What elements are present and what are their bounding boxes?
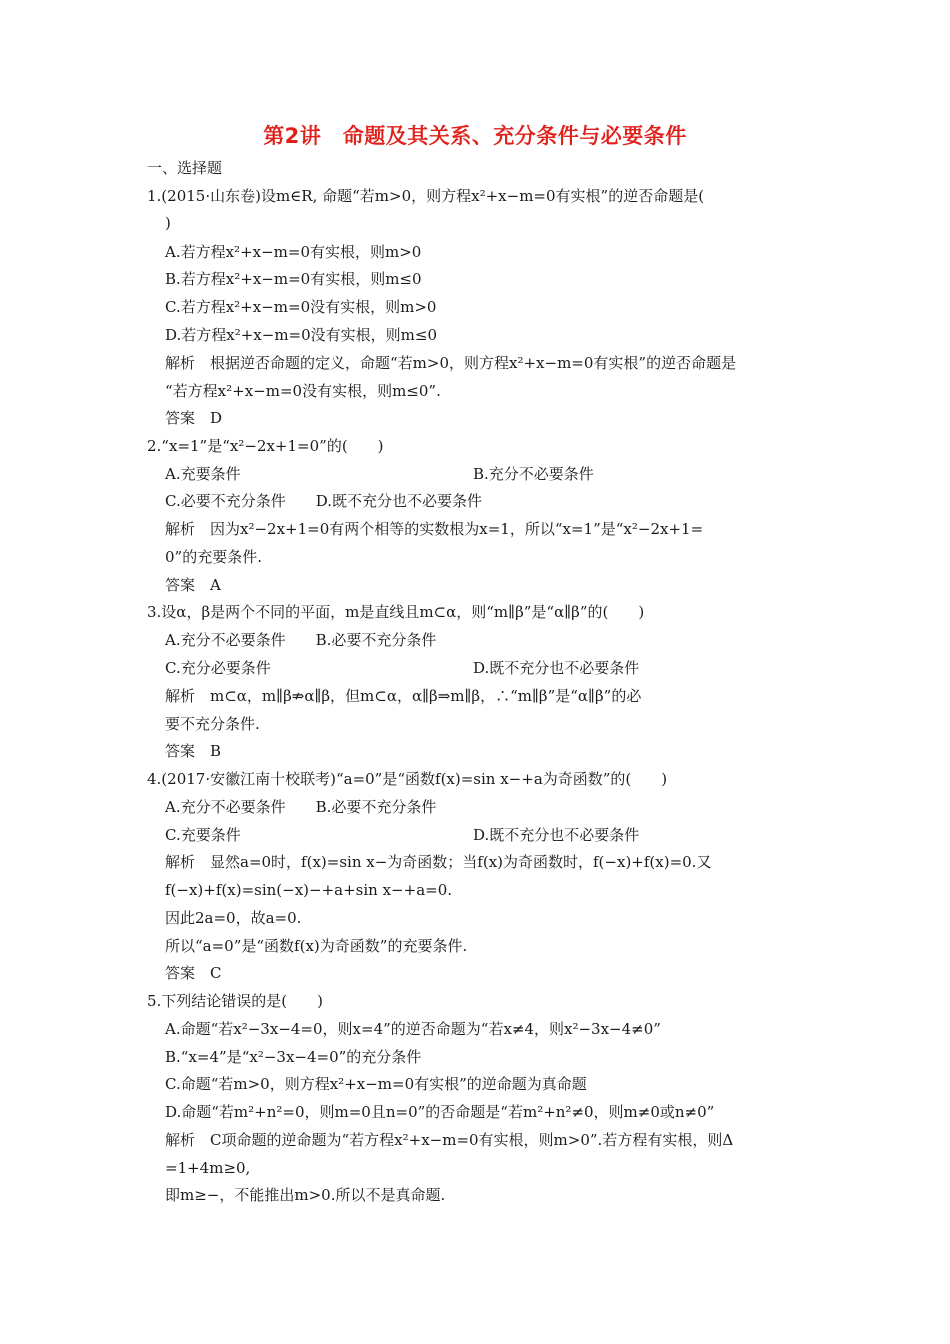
text-line: B.若方程x²+x−m=0有实根，则m≤0 xyxy=(165,270,422,288)
text-line: C.若方程x²+x−m=0没有实根，则m>0 xyxy=(165,298,437,316)
text-line: A.充分不必要条件 B.必要不充分条件 xyxy=(165,798,437,816)
text-line: 要不充分条件. xyxy=(165,715,260,733)
text-line: 答案 D xyxy=(165,409,223,427)
text-line: 答案 B xyxy=(165,742,222,760)
text-line: 解析 显然a=0时，f(x)=sin x−为奇函数；当f(x)为奇函数时，f(−x)+f(x)=0.又 xyxy=(165,853,712,871)
text-line: =1+4m≥0, xyxy=(165,1159,251,1177)
text-line: 因此2a=0，故a=0. xyxy=(165,909,302,927)
text-line: 2.“x=1”是“x²−2x+1=0”的( ) xyxy=(147,437,384,455)
text-line: 解析 m⊂α，m∥β⇏α∥β，但m⊂α，α∥β⇒m∥β，∴“m∥β”是“α∥β”的必 xyxy=(165,687,642,705)
text-line: B.“x=4”是“x²−3x−4=0”的充分条件 xyxy=(165,1048,422,1066)
text-line: 5.下列结论错误的是( ) xyxy=(147,992,324,1010)
text-line: C.充要条件 xyxy=(165,826,241,844)
page-title: 第2讲 命题及其关系、充分条件与必要条件 xyxy=(263,124,687,148)
section-heading: 一、选择题 xyxy=(147,159,223,177)
text-line: A.命题“若x²−3x−4=0，则x=4”的逆否命题为“若x≠4，则x²−3x−4≠0” xyxy=(165,1020,661,1038)
text-line: 答案 A xyxy=(165,576,221,594)
text-line: 0”的充要条件. xyxy=(165,548,262,566)
text-line: ) xyxy=(165,214,171,232)
text-line: 解析 C项命题的逆命题为“若方程x²+x−m=0有实根，则m>0”.若方程有实根，则Δ xyxy=(165,1131,734,1149)
text-line: A.充要条件 xyxy=(165,465,241,483)
option-right: D.既不充分也不必要条件 xyxy=(473,826,640,844)
text-line: D.若方程x²+x−m=0没有实根，则m≤0 xyxy=(165,326,438,344)
text-line: D.命题“若m²+n²=0，则m=0且n=0”的否命题是“若m²+n²≠0，则m≠0或n≠0” xyxy=(165,1103,715,1121)
text-line: C.必要不充分条件 D.既不充分也不必要条件 xyxy=(165,492,482,510)
text-line: 1.(2015·山东卷)设m∈R, 命题“若m>0，则方程x²+x−m=0有实根”的逆否命题是( xyxy=(147,187,705,205)
text-line: A.若方程x²+x−m=0有实根，则m>0 xyxy=(165,243,422,261)
text-line: f(−x)+f(x)=sin(−x)−+a+sin x−+a=0. xyxy=(165,881,453,899)
text-line: 解析 因为x²−2x+1=0有两个相等的实数根为x=1，所以“x=1”是“x²−2x+1= xyxy=(165,520,704,538)
option-right: D.既不充分也不必要条件 xyxy=(473,659,640,677)
option-right: B.充分不必要条件 xyxy=(473,465,594,483)
text-line: C.充分必要条件 xyxy=(165,659,271,677)
text-line: “若方程x²+x−m=0没有实根，则m≤0”. xyxy=(165,382,441,400)
text-line: 所以“a=0”是“函数f(x)为奇函数”的充要条件. xyxy=(165,937,468,955)
text-line: 解析 根据逆否命题的定义，命题“若m>0，则方程x²+x−m=0有实根”的逆否命题是 xyxy=(165,354,737,372)
text-line: 即m≥−，不能推出m>0.所以不是真命题. xyxy=(165,1186,446,1204)
text-line: 3.设α，β是两个不同的平面，m是直线且m⊂α，则“m∥β”是“α∥β”的( ) xyxy=(147,603,645,621)
text-line: 4.(2017·安徽江南十校联考)“a=0”是“函数f(x)=sin x−+a为奇函数”的( ) xyxy=(147,770,668,788)
text-line: A.充分不必要条件 B.必要不充分条件 xyxy=(165,631,437,649)
text-line: 答案 C xyxy=(165,964,222,982)
text-line: C.命题“若m>0，则方程x²+x−m=0有实根”的逆命题为真命题 xyxy=(165,1075,587,1093)
